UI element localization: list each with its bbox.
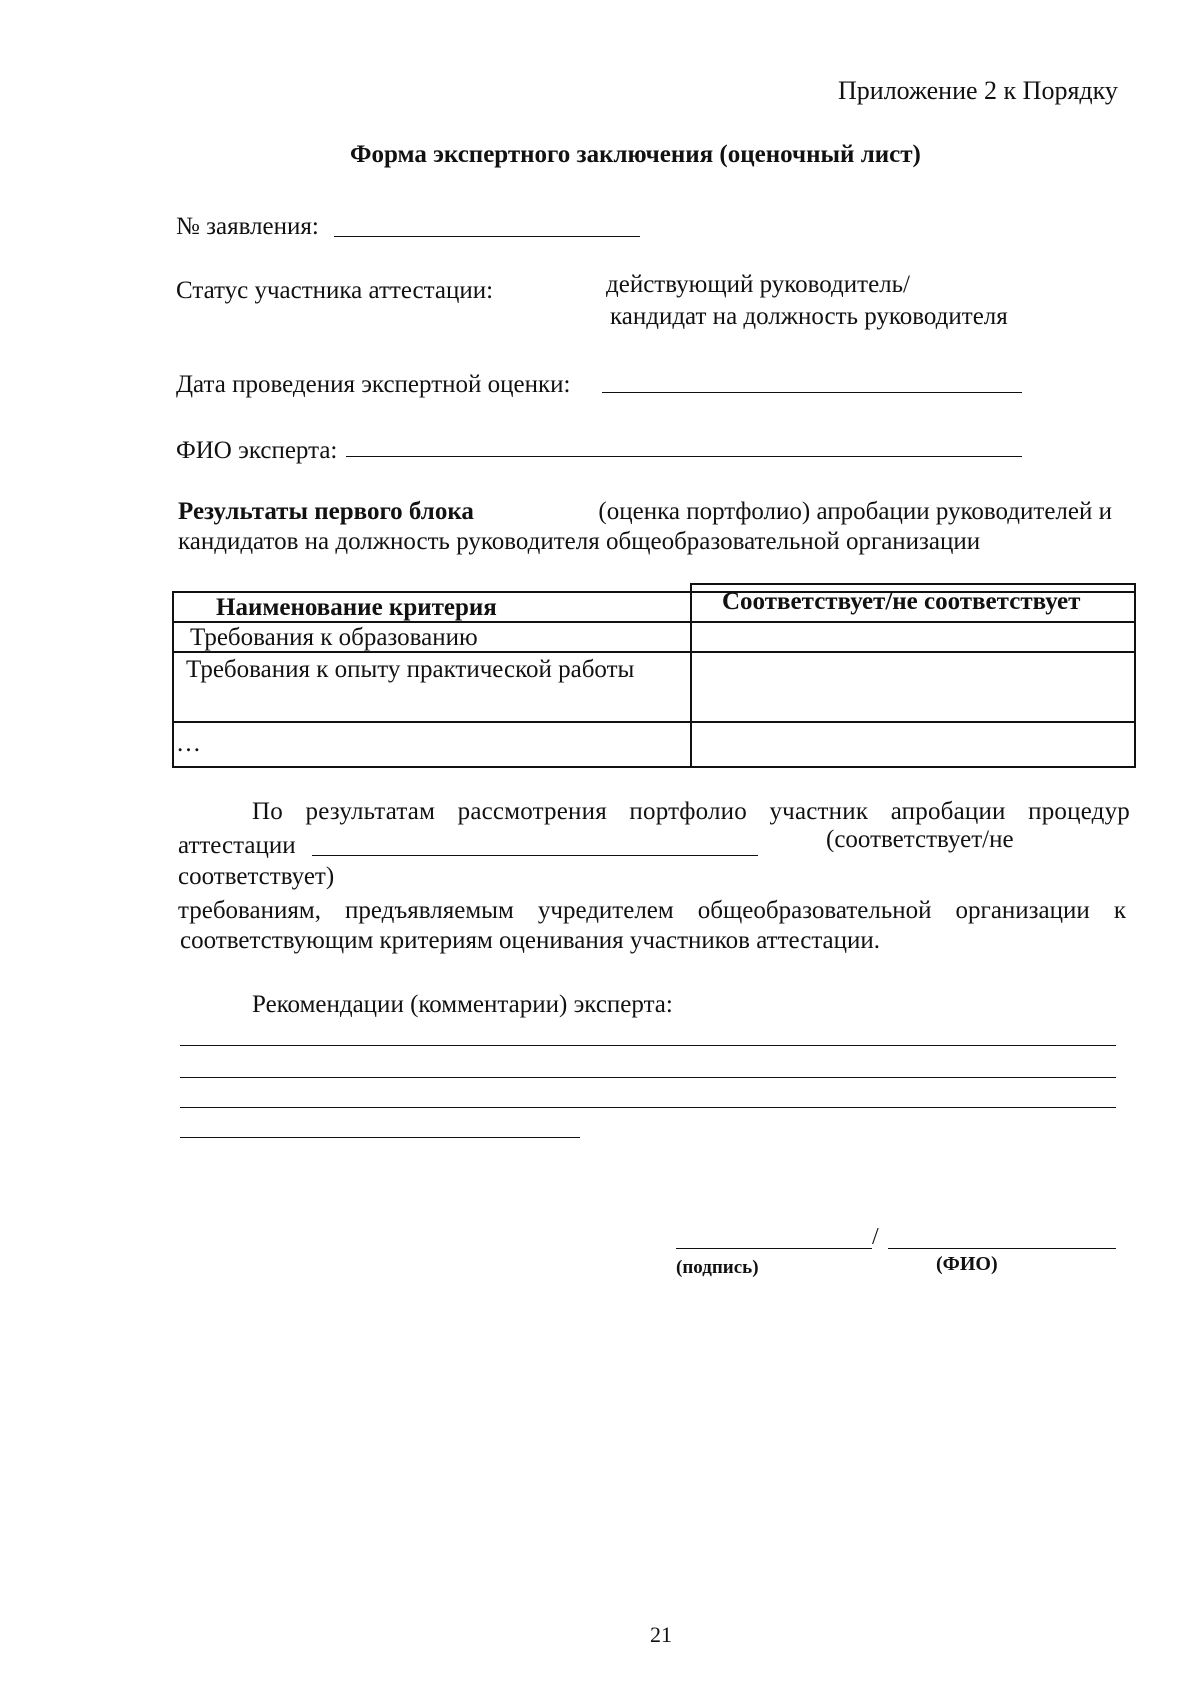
table-row-criterion: Требования к образованию [190, 624, 478, 651]
signature-slash: / [872, 1224, 879, 1250]
results-heading-rest: (оценка портфолио) апробации руководителей и [598, 498, 1112, 525]
signature-line[interactable] [676, 1248, 872, 1249]
table-row-compliance[interactable] [702, 623, 1122, 649]
date-label: Дата проведения экспертной оценки: [176, 371, 571, 398]
recommendation-line[interactable] [180, 1077, 1116, 1078]
table-header-criterion: Наименование критерия [216, 594, 497, 621]
name-line[interactable] [888, 1248, 1116, 1249]
status-option-candidate: кандидат на должность руководителя [610, 303, 1008, 330]
table-row-compliance[interactable] [702, 729, 1122, 759]
results-heading-bold: Результаты первого блока [178, 498, 474, 525]
name-caption: (ФИО) [936, 1253, 998, 1275]
application-number-line[interactable] [334, 236, 640, 237]
application-number-label: № заявления: [176, 213, 319, 240]
conclusion-line2-paren: (соответствует/не [826, 826, 1014, 853]
table-header-compliance: Соответствует/не соответствует [722, 588, 1081, 615]
criteria-table [172, 583, 1136, 768]
appendix-label: Приложение 2 к Порядку [838, 76, 1118, 105]
conclusion-line2-start: аттестации [178, 832, 296, 859]
status-option-current: действующий руководитель/ [606, 271, 911, 298]
expert-name-label: ФИО эксперта: [176, 437, 338, 464]
results-heading-line2: кандидатов на должность руководителя общеобразовательной организации [178, 528, 981, 555]
compliance-answer-line[interactable] [312, 855, 758, 856]
table-row-criterion: … [176, 730, 201, 757]
results-heading-line1 [178, 497, 1112, 527]
conclusion-line3: соответствует) [178, 863, 335, 890]
recommendation-line[interactable] [180, 1045, 1116, 1046]
expert-name-line[interactable] [346, 456, 1022, 457]
date-line[interactable] [602, 392, 1022, 393]
page-number: 21 [650, 1622, 672, 1647]
signature-caption: (подпись) [676, 1257, 759, 1278]
conclusion-line5: соответствующим критериям оценивания участников аттестации. [180, 927, 881, 954]
table-row-criterion: Требования к опыту практической работы [186, 656, 635, 683]
status-label: Статус участника аттестации: [176, 277, 494, 304]
recommendation-line[interactable] [180, 1137, 580, 1138]
conclusion-line1: По результатам рассмотрения портфолио участник апробации процедур [252, 798, 1130, 825]
recommendations-label: Рекомендации (комментарии) эксперта: [252, 991, 673, 1018]
table-row-compliance[interactable] [702, 657, 1122, 717]
recommendation-line[interactable] [180, 1107, 1116, 1108]
document-title: Форма экспертного заключения (оценочный лист) [350, 141, 921, 168]
conclusion-line4: требованиям, предъявляемым учредителем общеобразовательной организации к [178, 897, 1126, 924]
